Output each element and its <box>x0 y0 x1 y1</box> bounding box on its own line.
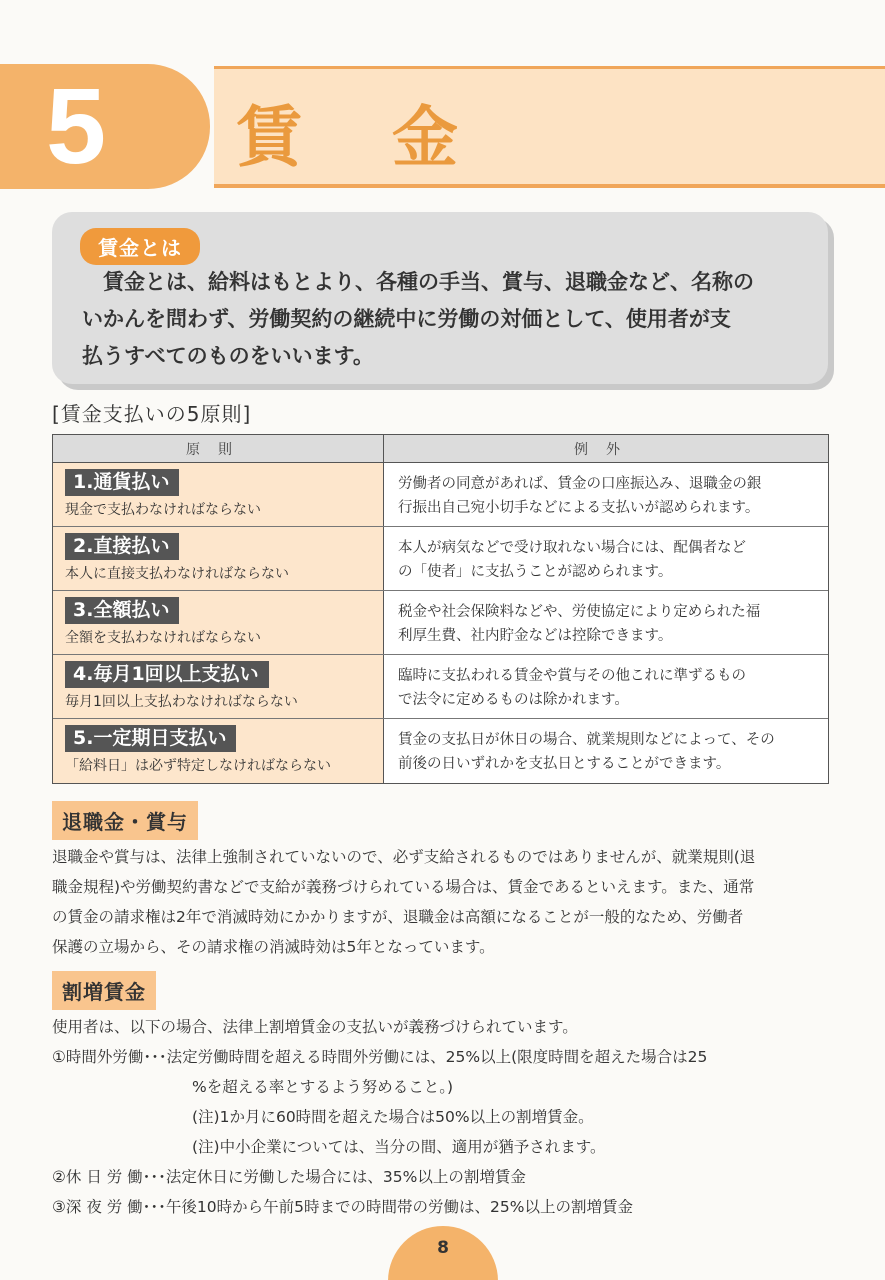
principle-desc: 全額を支払わなければならない <box>65 630 261 646</box>
principle-tag: 2.直接払い <box>65 533 179 560</box>
exception-cell <box>384 527 828 590</box>
exception-line: で法令に定めるものは除かれます。 <box>398 692 629 708</box>
retirement-line: 退職金や賞与は、法律上強制されていないので、必ず支給されるものではありませんが、就業規則(退 <box>52 848 756 866</box>
definition-line: 賃金とは、給料はもとより、各種の手当、賞与、退職金など、名称の <box>103 270 754 294</box>
table-row <box>53 655 828 719</box>
principle-cell <box>53 719 384 783</box>
retirement-line: 保護の立場から、その請求権の消滅時効は5年となっています。 <box>52 938 495 956</box>
principle-desc: 本人に直接支払わなければならない <box>65 566 289 582</box>
table-row <box>53 527 828 591</box>
overtime-item: ②休 日 労 働･･･法定休日に労働した場合には、35%以上の割増賃金 <box>52 1168 526 1186</box>
principles-table <box>52 434 829 784</box>
principle-desc: 「給料日」は必ず特定しなければならない <box>65 758 331 774</box>
principle-cell <box>53 655 384 718</box>
definition-line: いかんを問わず、労働契約の継続中に労働の対価として、使用者が支 <box>82 307 731 331</box>
exception-line: 行振出自己宛小切手などによる支払いが認められます。 <box>398 500 760 516</box>
exception-line: 税金や社会保険料などや、労使協定により定められた福 <box>398 604 761 620</box>
page-number-tab <box>388 1226 498 1280</box>
exception-cell <box>384 719 828 783</box>
overtime-list <box>52 1012 842 1222</box>
table-row <box>53 463 828 527</box>
overtime-heading: 割増賃金 <box>52 971 156 1010</box>
page-number: 8 <box>437 1238 449 1258</box>
retirement-line: の賃金の請求権は2年で消滅時効にかかりますが、退職金は高額になることが一般的なため、労働者 <box>52 908 744 926</box>
principle-desc: 毎月1回以上支払わなければならない <box>65 694 298 710</box>
chapter-number: 5 <box>46 65 107 186</box>
principle-cell <box>53 527 384 590</box>
principle-desc: 現金で支払わなければならない <box>65 502 261 518</box>
exception-cell <box>384 655 828 718</box>
retirement-line: 職金規程)や労働契約書などで支給が義務づけられている場合は、賃金であるといえます。また、通常 <box>52 878 755 896</box>
chapter-header <box>0 64 885 189</box>
definition-label: 賃金とは <box>80 228 200 265</box>
definition-line: 払うすべてのものをいいます。 <box>82 344 374 368</box>
header-exception: 例外 <box>574 441 638 458</box>
overtime-item: ③深 夜 労 働･･･午後10時から午前5時までの時間帯の労働は、25%以上の割増賃金 <box>52 1198 633 1216</box>
principle-cell <box>53 591 384 654</box>
table-row <box>53 591 828 655</box>
chapter-number-tab <box>0 64 210 189</box>
overtime-intro: 使用者は、以下の場合、法律上割増賃金の支払いが義務づけられています。 <box>52 1018 578 1036</box>
overtime-note: (注)1か月に60時間を超えた場合は50%以上の割増賃金。 <box>192 1108 594 1126</box>
header-principle: 原則 <box>53 435 384 462</box>
retirement-heading: 退職金・賞与 <box>52 801 198 840</box>
exception-line: 前後の日いずれかを支払日とすることができます。 <box>398 756 731 772</box>
exception-line: 本人が病気などで受け取れない場合には、配偶者など <box>398 540 746 556</box>
principle-tag: 1.通貨払い <box>65 469 179 496</box>
principles-title: [賃金支払いの5原則] <box>52 402 252 426</box>
chapter-title: 賃金 <box>236 99 548 176</box>
exception-line: 賃金の支払日が休日の場合、就業規則などによって、その <box>398 732 775 748</box>
exception-cell <box>384 591 828 654</box>
principle-tag: 3.全額払い <box>65 597 179 624</box>
retirement-body <box>52 842 834 962</box>
table-row <box>53 719 828 783</box>
exception-line: 労働者の同意があれば、賃金の口座振込み、退職金の銀 <box>398 476 762 492</box>
principle-tag: 5.一定期日支払い <box>65 725 236 752</box>
exception-cell <box>384 463 828 526</box>
exception-line: 臨時に支払われる賃金や賞与その他これに準ずるもの <box>398 668 746 684</box>
overtime-note: (注)中小企業については、当分の間、適用が猶予されます。 <box>192 1138 606 1156</box>
exception-line: 利厚生費、社内貯金などは控除できます。 <box>398 628 673 644</box>
definition-box <box>52 212 828 384</box>
overtime-item: ①時間外労働･･･法定労働時間を超える時間外労働には、25%以上(限度時間を超えた場合は25 <box>52 1048 708 1066</box>
exception-line: の「使者」に支払うことが認められます。 <box>398 564 673 580</box>
definition-text <box>82 264 802 375</box>
chapter-title-band <box>214 66 885 188</box>
overtime-item: %を超える率とするよう努めること。) <box>192 1078 454 1096</box>
table-header <box>53 435 828 463</box>
principle-cell <box>53 463 384 526</box>
principle-tag: 4.毎月1回以上支払い <box>65 661 269 688</box>
